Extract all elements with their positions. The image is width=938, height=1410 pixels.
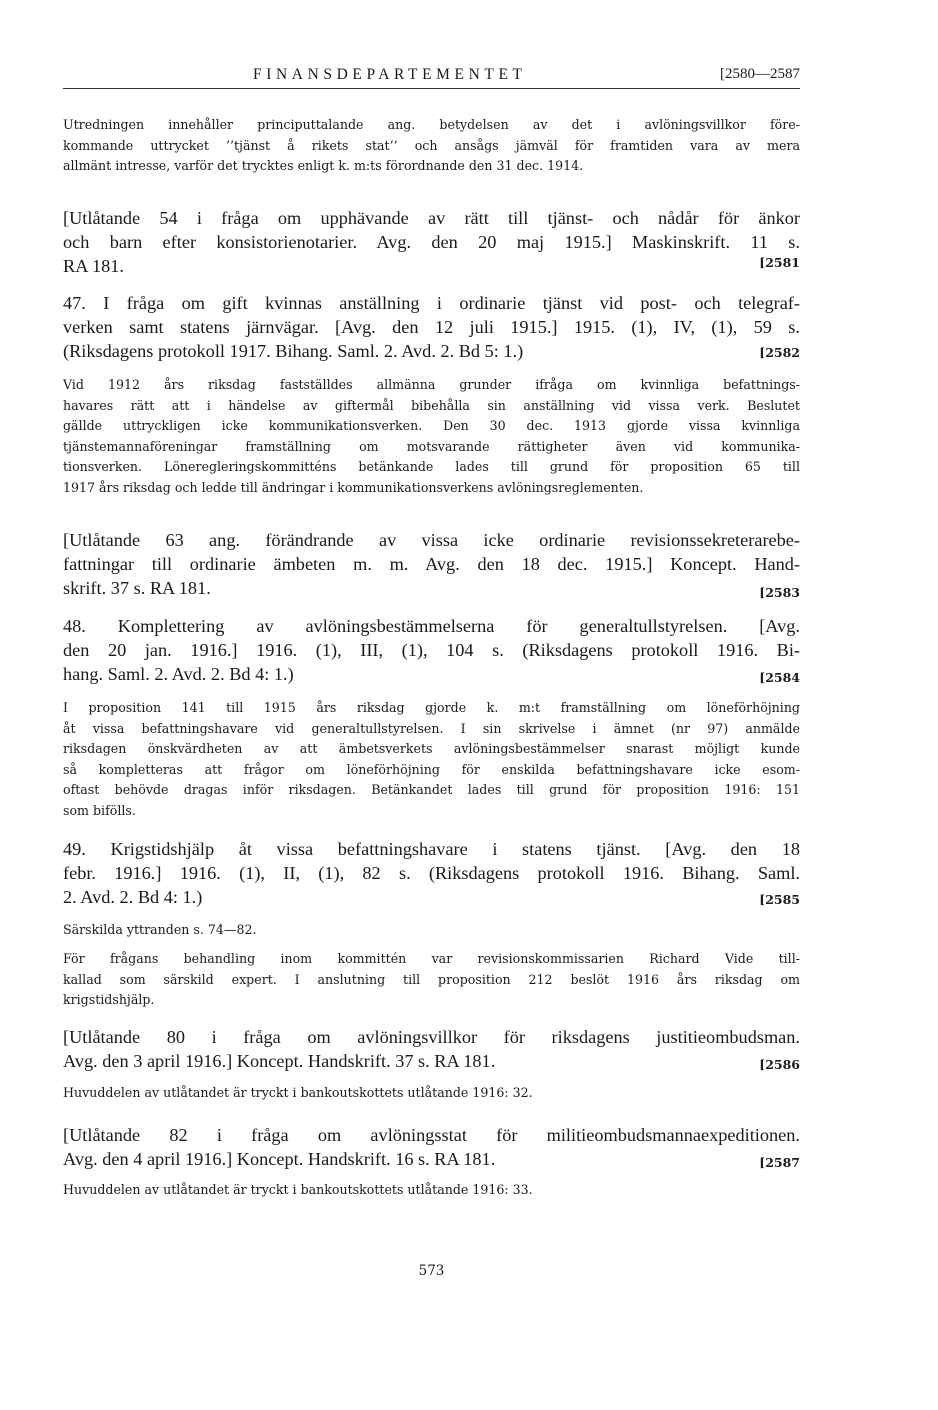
document-page [63,60,800,1279]
note-line: tjänstemannaföreningar framställning om motsvarande rättigheter även vid kommunika- [63,438,800,454]
entry-line: [Utlåtande 82 i fråga om avlöningsstat för militieombudsmannaexpeditionen. [63,1125,800,1145]
entry-line: Avg. den 4 april 1916.] Koncept. Handskrift. 16 s. RA 181. [63,1148,496,1169]
entry-2582 [63,292,800,363]
intro-paragraph [63,115,800,177]
note-line: åt vissa befattningshavare vid generaltullstyrelsen. I sin skrivelse i ämnet (nr 97) anmälde [63,720,800,736]
header-title: FINANSDEPARTEMENTET [253,66,527,83]
note-line: havares rätt att i händelse av giftermål bibehålla sin anställning vid vissa verk. Beslutet [63,397,800,413]
note-2586 [63,1083,800,1104]
entry-number-ref: [2587 [759,1155,800,1170]
note-line: krigstidshjälp. [63,992,155,1008]
entry-line: verken samt statens järnvägar. [Avg. den 12 juli 1915.] 1915. (1), IV, (1), 59 s. [63,316,800,337]
header-entry-range: [2580—2587 [720,66,800,82]
text-line: kommande uttrycket ’’tjänst å rikets stat’’ och ansågs jämväl för framtiden vara av mera [63,137,800,153]
entry-line: den 20 jan. 1916.] 1916. (1), III, (1), 104 s. (Riksdagens protokoll 1916. Bi- [63,639,800,660]
page-number: 573 [418,1263,445,1279]
note-2582 [63,375,800,499]
entry-number-ref: [2585 [759,892,800,907]
note-2587 [63,1180,800,1201]
entry-number-ref: [2583 [759,585,800,600]
note-line: I proposition 141 till 1915 års riksdag gjorde k. m:t framställning om löneförhöjning [63,700,800,715]
entry-line: 48. Komplettering av avlöningsbestämmelserna för generaltullstyrelsen. [Avg. [63,616,800,636]
note-2584 [63,698,800,822]
running-header [63,60,800,89]
note-line: oftast behövde dragas inför riksdagen. Betänkandet lades till grund för proposition 1916: 151 [63,782,800,798]
note-line: så kompletteras att frågor om löneförhöjning för enskilda befattningshavare icke esom- [63,761,800,777]
sub-line: Särskilda yttranden s. 74—82. [63,922,257,937]
note-line: Huvuddelen av utlåtandet är tryckt i bankoutskottets utlåtande 1916: 33. [63,1182,533,1197]
entry-number-ref: [2582 [759,345,800,360]
entry-line: [Utlåtande 63 ang. förändrande av vissa icke ordinarie revisionssekreterarebe- [63,530,800,550]
text-line: allmänt intresse, varför det trycktes enligt k. m:ts förordnande den 31 dec. 1914. [63,158,584,174]
note-line: Vid 1912 års riksdag fastställdes allmänna grunder ifråga om kvinnliga befattnings- [63,377,800,392]
entry-line: 2. Avd. 2. Bd 4: 1.) [63,886,203,907]
entry-number-ref: [2584 [759,670,800,685]
note-line: För frågans behandling inom kommittén var revisionskommissarien Richard Vide till- [63,951,800,966]
entry-2586 [63,1026,800,1074]
entry-line: 49. Krigstidshjälp åt vissa befattningshavare i statens tjänst. [Avg. den 18 [63,839,800,859]
entry-line: fattningar till ordinarie ämbeten m. m. Avg. den 18 dec. 1915.] Koncept. Hand- [63,553,800,574]
note-2585 [63,949,800,1011]
note-line: kallad som särskild expert. I anslutning till proposition 212 beslöt 1916 års riksdag om [63,971,800,987]
entry-line: 47. I fråga om gift kvinnas anställning i ordinarie tjänst vid post- och telegraf- [63,293,800,313]
entry-number-ref: [2586 [759,1057,800,1072]
sub-2585 [63,920,800,941]
entry-2583 [63,529,800,600]
entry-number-ref: [2581 [759,255,800,270]
note-line: 1917 års riksdag och ledde till ändringar i kommunikationsverkens avlöningsreglementen. [63,479,644,495]
entry-2585 [63,838,800,909]
entry-line: RA 181. [63,255,124,276]
note-line: gällde uttryckligen icke kommunikationsverken. Den 30 dec. 1913 gjorde vissa kvinnliga [63,418,800,434]
entry-2587 [63,1124,800,1172]
entry-line: (Riksdagens protokoll 1917. Bihang. Saml. 2. Avd. 2. Bd 5: 1.) [63,340,524,361]
entry-2581 [63,207,800,278]
entry-line: [Utlåtande 80 i fråga om avlöningsvillkor för riksdagens justitieombudsman. [63,1027,800,1047]
entry-line: och barn efter konsistorienotarier. Avg. den 20 maj 1915.] Maskinskrift. 11 s. [63,231,800,252]
entry-line: [Utlåtande 54 i fråga om upphävande av rätt till tjänst- och nådår för änkor [63,208,800,228]
entry-line: Avg. den 3 april 1916.] Koncept. Handskrift. 37 s. RA 181. [63,1050,496,1071]
entry-line: hang. Saml. 2. Avd. 2. Bd 4: 1.) [63,663,294,684]
entry-2584 [63,615,800,686]
note-line: riksdagen önskvärdheten av att ämbetsverkets avlöningsbestämmelser snarast möjligt kunde [63,741,800,757]
note-line: Huvuddelen av utlåtandet är tryckt i bankoutskottets utlåtande 1916: 32. [63,1085,533,1100]
note-line: tionsverken. Löneregleringskommitténs betänkande lades till grund för proposition 65 till [63,459,800,475]
text-line: Utredningen innehåller principuttalande ang. betydelsen av det i avlöningsvillkor före- [63,117,800,132]
note-line: som bifölls. [63,802,136,818]
entry-line: skrift. 37 s. RA 181. [63,577,211,598]
entry-line: febr. 1916.] 1916. (1), II, (1), 82 s. (Riksdagens protokoll 1916. Bihang. Saml. [63,862,800,883]
